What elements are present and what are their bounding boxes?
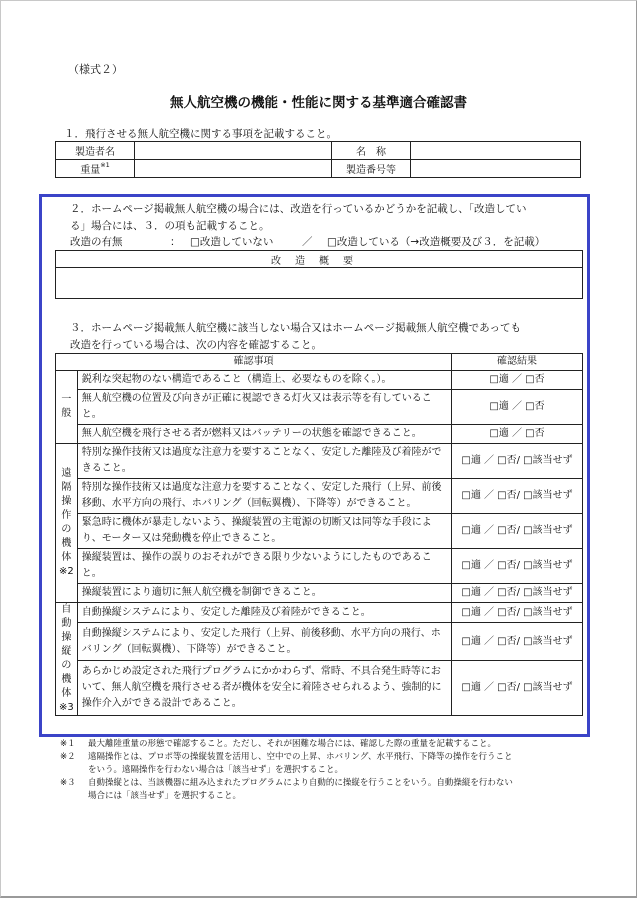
check-item: 操縦装置は、操作の誤りのおそれができる限り少ないようにしたものであること。 (77, 549, 451, 584)
footnote-text: 自動操縦とは、当該機器に組み込まれたプログラムにより自動的に操縦を行うことをいう。自動操縦を行わない (88, 778, 513, 788)
check-item: 特別な操作技術又は過度な注意力を要することなく、安定した飛行（上昇、前後移動、水平方向の飛行、ホバリング（回転翼機）、下降等）ができること。 (77, 479, 451, 514)
section2-heading-line1: ２．ホームページ掲載無人航空機の場合には、改造を行っているかどうかを記載し、「改造してい (70, 203, 527, 215)
weight-label-text: 重量 (80, 165, 101, 176)
name-label: 名 称 (332, 142, 411, 160)
serial-label: 製造番号等 (332, 160, 411, 178)
check-result[interactable]: □適 ／ □否/ □該当せず (452, 603, 583, 623)
footnote-text: 最大離陸重量の形態で確認すること。ただし、それが困難な場合には、確認した際の重量を記載すること。 (88, 739, 497, 749)
check-item: 鋭利な突起物のない構造であること（構造上、必要なものを除く。）。 (77, 371, 451, 390)
check-result[interactable]: □適 ／ □否/ □該当せず (452, 514, 583, 549)
footnote-1 (60, 738, 513, 751)
footnote-2 (60, 751, 513, 777)
weight-label (56, 160, 135, 178)
col-header-result: 確認結果 (452, 354, 583, 371)
maker-field[interactable] (135, 142, 332, 160)
category-general: 一般 (56, 371, 78, 444)
check-result[interactable]: □適 ／ □否/ □該当せず (452, 444, 583, 479)
check-result[interactable]: □適 ／ □否/ □該当せず (452, 661, 583, 716)
check-result[interactable]: □適 ／ □否 (452, 425, 583, 444)
aircraft-info-table (55, 141, 581, 178)
check-item: 緊急時に機体が暴走しないよう、操縦装置の主電源の切断又は同等な手段により、モーター又は発動機を停止できること。 (77, 514, 451, 549)
check-item: 特別な操作技術又は過度な注意力を要することなく、安定した離陸及び着陸ができること。 (77, 444, 451, 479)
footnote-text: 遠隔操作とは、プロポ等の操縦装置を活用し、空中での上昇、ホバリング、水平飛行、下降等の操作を行うこと (88, 752, 513, 762)
check-result[interactable]: □適 ／ □否 (452, 371, 583, 390)
check-item: 無人航空機を飛行させる者が燃料又はバッテリーの状態を確認できること。 (77, 425, 451, 444)
check-item: 無人航空機の位置及び向きが正確に視認できる灯火又は表示等を有していること。 (77, 390, 451, 425)
serial-field[interactable] (411, 160, 581, 178)
footnote-mark: ※２ (60, 752, 76, 762)
footnotes (60, 738, 513, 803)
modification-colon: ： (170, 236, 181, 248)
check-result[interactable]: □適 ／ □否/ □該当せず (452, 623, 583, 661)
modification-summary-header: 改造概要 (56, 251, 583, 268)
check-result[interactable]: □適 ／ □否/ □該当せず (452, 584, 583, 603)
check-item: 自動操縦システムにより、安定した離陸及び着陸ができること。 (77, 603, 451, 623)
check-result[interactable]: □適 ／ □否/ □該当せず (452, 479, 583, 514)
modification-summary-field[interactable] (56, 268, 583, 299)
form-number: （様式２） (68, 63, 123, 76)
footnote-mark: ※１ (60, 739, 76, 749)
col-header-item: 確認事項 (56, 354, 452, 371)
confirmation-table (55, 353, 583, 716)
modification-summary-table (55, 250, 583, 299)
option-separator: ／ (302, 236, 313, 248)
section1-heading: １．飛行させる無人航空機に関する事項を記載すること。 (64, 128, 337, 140)
document-title: 無人航空機の機能・性能に関する基準適合確認書 (170, 95, 467, 111)
check-item: 自動操縦システムにより、安定した飛行（上昇、前後移動、水平方向の飛行、ホバリング（回転翼機）、下降等）ができること。 (77, 623, 451, 661)
weight-field[interactable] (135, 160, 332, 178)
section3-heading-line2: 改造を行っている場合は、次の内容を確認すること。 (70, 339, 322, 351)
not-modified-checkbox[interactable]: □改造していない (190, 236, 274, 248)
weight-footnote-mark: ※1 (100, 161, 110, 169)
category-autopilot: 自動操縦の機体※3 (56, 603, 78, 716)
check-result[interactable]: □適 ／ □否 (452, 390, 583, 425)
check-item: 操縦装置により適切に無人航空機を制御できること。 (77, 584, 451, 603)
category-remote: 遠隔操作の機体※2 (56, 444, 78, 603)
footnote-mark: ※３ (60, 778, 76, 788)
section3-heading-line1: ３．ホームページ掲載無人航空機に該当しない場合又はホームページ掲載無人航空機であっても (70, 322, 521, 334)
footnote-3 (60, 777, 513, 803)
modified-checkbox[interactable]: □改造している（→改造概要及び３．を記載） (327, 236, 546, 248)
check-item: あらかじめ設定された飛行プログラムにかかわらず、常時、不具合発生時等において、無人航空機を飛行させる者が機体を安全に着陸させられるよう、強制的に操作介入ができる設計であること。 (77, 661, 451, 716)
modification-line (70, 234, 546, 249)
footnote-text: をいう。遠隔操作を行わない場合は「該当せず」を選択すること。 (88, 765, 344, 775)
check-result[interactable]: □適 ／ □否/ □該当せず (452, 549, 583, 584)
maker-label: 製造者名 (56, 142, 135, 160)
modification-label: 改造の有無 (70, 236, 123, 248)
section2-heading-line2: る」場合には、３．の項も記載すること。 (70, 220, 270, 232)
name-field[interactable] (411, 142, 581, 160)
footnote-text: 場合には「該当せず」を選択すること。 (88, 791, 242, 801)
